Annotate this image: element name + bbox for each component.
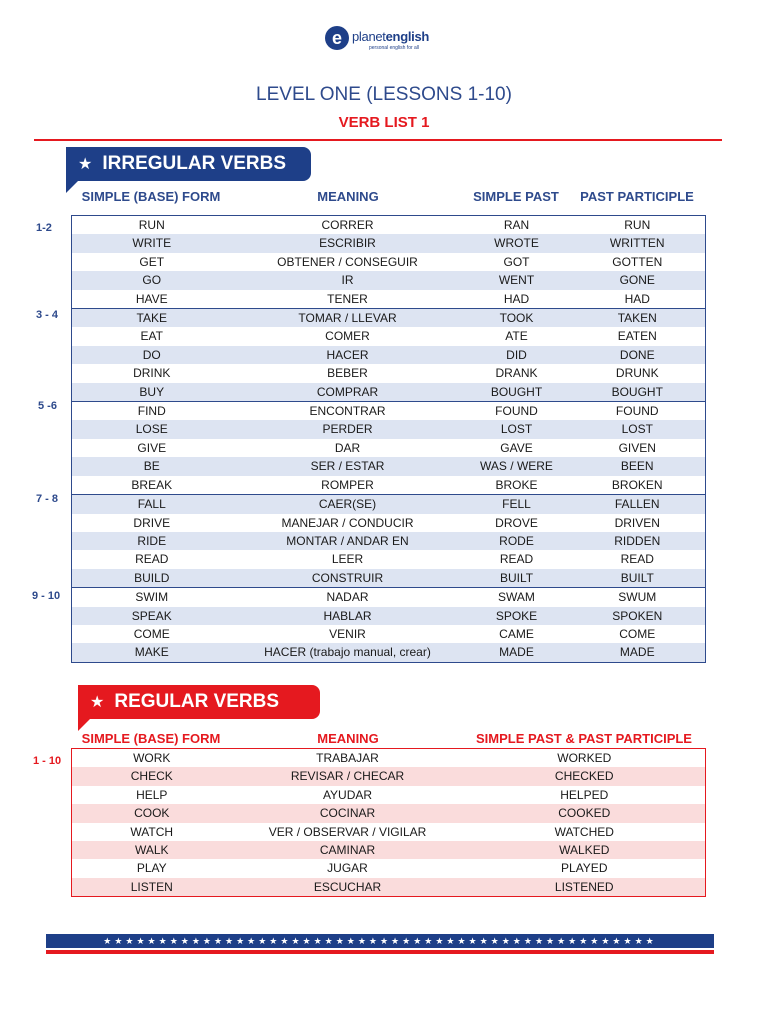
table-row: [72, 767, 706, 785]
table-row: [72, 271, 706, 289]
lesson-label: 1 - 10: [33, 755, 62, 767]
table-cell: DRUNK: [615, 366, 659, 381]
table-cell: HABLAR: [232, 607, 464, 625]
table-cell: WAS / WERE: [464, 457, 570, 475]
table-cell: GOTTEN: [612, 254, 663, 269]
table-cell: RIDE: [72, 532, 232, 550]
table-cell: RODE: [464, 532, 570, 550]
table-cell: TOOK: [464, 309, 570, 328]
table-cell: SWIM: [72, 588, 232, 607]
table-cell: RIDDEN: [570, 532, 706, 550]
table-cell: WATCHED: [554, 824, 614, 839]
star-icon: ★: [78, 156, 93, 173]
regular-col-past: SIMPLE PAST & PAST PARTICIPLE: [476, 731, 692, 746]
table-cell: READ: [620, 552, 654, 567]
header-divider: [34, 139, 722, 141]
table-cell: COME: [133, 626, 170, 641]
table-cell: GIVE: [137, 440, 167, 455]
table-cell: ROMPER: [321, 477, 374, 492]
table-cell: HACER: [232, 346, 464, 364]
table-cell: ATE: [505, 329, 528, 344]
table-cell: BUILT: [464, 569, 570, 588]
table-cell: ESCUCHAR: [232, 878, 464, 897]
table-row: [72, 253, 706, 271]
table-cell: HAD: [503, 291, 530, 306]
table-row: [72, 841, 706, 859]
table-row: [72, 749, 706, 768]
table-cell: VENIR: [329, 626, 366, 641]
table-row: [72, 859, 706, 877]
table-cell: LISTENED: [464, 878, 706, 897]
table-cell: LOST: [464, 420, 570, 438]
footer-red-stripe: [46, 950, 714, 954]
table-cell: WRITE: [72, 234, 232, 252]
regular-verbs-table: [71, 748, 706, 897]
table-row: [72, 495, 706, 514]
table-row: [72, 364, 706, 382]
table-cell: COOKED: [464, 804, 706, 822]
table-cell: PLAY: [136, 861, 167, 876]
logo-mark-icon: e: [325, 26, 349, 50]
table-row: [72, 383, 706, 402]
table-cell: COME: [619, 626, 656, 641]
table-cell: WATCH: [130, 824, 174, 839]
lesson-label: 9 - 10: [32, 590, 61, 602]
table-cell: DO: [72, 346, 232, 364]
page-title: LEVEL ONE (LESSONS 1-10): [256, 84, 512, 105]
logo-tagline: personal english for all: [369, 45, 420, 51]
table-cell: CHECK: [72, 767, 232, 785]
table-row: [72, 804, 706, 822]
table-cell: WALKED: [464, 841, 706, 859]
table-cell: SWUM: [570, 588, 706, 607]
table-row: [72, 514, 706, 532]
table-cell: SPOKEN: [570, 607, 706, 625]
logo-name-bold: english: [385, 29, 430, 44]
table-row: [72, 476, 706, 495]
table-cell: HAD: [624, 291, 650, 306]
irregular-col-meaning: MEANING: [317, 189, 379, 204]
footer-stars-band: ★★★★★★★★★★★★★★★★★★★★★★★★★★★★★★★★★★★★★★★★★★★★★★★★★★: [46, 934, 714, 948]
table-cell: TRABAJAR: [316, 751, 379, 765]
table-row: [72, 439, 706, 457]
table-cell: HELPED: [560, 787, 609, 802]
table-cell: DRIVE: [133, 515, 171, 530]
irregular-verbs-title: IRREGULAR VERBS: [102, 153, 287, 174]
table-cell: MAKE: [72, 643, 232, 662]
table-cell: SWAM: [464, 588, 570, 607]
regular-col-base: SIMPLE (BASE) FORM: [81, 731, 221, 746]
table-cell: DRIVEN: [614, 515, 660, 530]
table-row: [72, 643, 706, 662]
table-row: [72, 532, 706, 550]
table-cell: FOUND: [570, 402, 706, 421]
table-cell: WROTE: [464, 234, 570, 252]
table-cell: RAN: [503, 218, 530, 232]
star-icon: ★: [90, 694, 105, 711]
regular-verbs-title: REGULAR VERBS: [114, 691, 280, 712]
table-row: [72, 309, 706, 328]
table-row: [72, 878, 706, 897]
table-cell: FALL: [72, 495, 232, 514]
table-row: [72, 346, 706, 364]
table-cell: EAT: [140, 329, 163, 344]
table-cell: CAER(SE): [232, 495, 464, 514]
lesson-label: 7 - 8: [36, 493, 59, 505]
table-row: [72, 786, 706, 804]
table-cell: BROKE: [495, 477, 538, 492]
table-cell: FIND: [72, 402, 232, 421]
table-row: [72, 234, 706, 252]
regular-col-meaning: MEANING: [317, 731, 379, 746]
table-cell: NADAR: [232, 588, 464, 607]
lesson-label: 5 -6: [38, 400, 57, 412]
table-cell: JUGAR: [327, 861, 368, 876]
brand-logo: [325, 26, 455, 54]
table-cell: BEBER: [327, 366, 368, 381]
logo-name-light: planet: [352, 29, 386, 44]
table-cell: EATEN: [617, 329, 657, 344]
table-cell: RUN: [138, 218, 165, 232]
irregular-col-past: SIMPLE PAST: [473, 189, 559, 204]
table-cell: CHECKED: [464, 767, 706, 785]
table-cell: LOSE: [72, 420, 232, 438]
table-cell: WORKED: [557, 751, 612, 765]
table-cell: DAR: [334, 440, 361, 455]
table-cell: BREAK: [131, 477, 173, 492]
table-cell: MADE: [464, 643, 570, 662]
table-cell: TAKE: [72, 309, 232, 328]
table-row: [72, 457, 706, 475]
table-cell: BUY: [72, 383, 232, 402]
table-cell: AYUDAR: [322, 787, 373, 802]
table-cell: SPOKE: [464, 607, 570, 625]
table-cell: CORRER: [321, 218, 374, 232]
table-cell: TOMAR / LLEVAR: [232, 309, 464, 328]
table-cell: WENT: [464, 271, 570, 289]
table-cell: WORK: [133, 751, 171, 765]
table-row: [72, 550, 706, 568]
table-cell: CAME: [499, 626, 534, 641]
table-cell: COMPRAR: [232, 383, 464, 402]
irregular-col-base: SIMPLE (BASE) FORM: [81, 189, 221, 204]
table-cell: GIVEN: [618, 440, 656, 455]
table-row: [72, 290, 706, 309]
ribbon-tail: [78, 719, 90, 731]
table-cell: CAMINAR: [232, 841, 464, 859]
table-cell: HELP: [136, 787, 168, 802]
table-cell: BUILD: [72, 569, 232, 588]
table-cell: WRITTEN: [570, 234, 706, 252]
table-row: [72, 588, 706, 607]
table-cell: MONTAR / ANDAR EN: [232, 532, 464, 550]
table-cell: MADE: [570, 643, 706, 662]
table-cell: PERDER: [232, 420, 464, 438]
table-cell: BROKEN: [611, 477, 663, 492]
table-cell: GOT: [503, 254, 530, 269]
table-cell: ESCRIBIR: [232, 234, 464, 252]
table-cell: LEER: [331, 552, 364, 567]
table-row: [72, 420, 706, 438]
table-cell: HAVE: [135, 291, 168, 306]
table-cell: FALLEN: [570, 495, 706, 514]
table-cell: LISTEN: [72, 878, 232, 897]
table-cell: RUN: [624, 218, 651, 232]
table-cell: GONE: [570, 271, 706, 289]
table-cell: LOST: [570, 420, 706, 438]
table-cell: TENER: [327, 291, 368, 306]
table-cell: WALK: [72, 841, 232, 859]
table-row: [72, 569, 706, 588]
table-cell: DRANK: [495, 366, 538, 381]
irregular-col-participle: PAST PARTICIPLE: [580, 189, 694, 204]
regular-verbs-ribbon: [78, 685, 320, 719]
table-cell: PLAYED: [561, 861, 608, 876]
table-cell: DRINK: [133, 366, 171, 381]
table-row: [72, 607, 706, 625]
table-cell: SER / ESTAR: [232, 457, 464, 475]
table-cell: MANEJAR / CONDUCIR: [281, 515, 414, 530]
table-cell: COCINAR: [232, 804, 464, 822]
table-cell: READ: [135, 552, 169, 567]
table-cell: FELL: [464, 495, 570, 514]
table-cell: TAKEN: [570, 309, 706, 328]
table-row: [72, 216, 706, 235]
table-row: [72, 625, 706, 643]
irregular-verbs-ribbon: [66, 147, 311, 181]
table-cell: DID: [464, 346, 570, 364]
table-cell: FOUND: [464, 402, 570, 421]
table-cell: SPEAK: [72, 607, 232, 625]
table-cell: IR: [232, 271, 464, 289]
table-cell: OBTENER / CONSEGUIR: [277, 254, 418, 269]
page-subtitle: VERB LIST 1: [338, 114, 430, 131]
table-cell: BOUGHT: [464, 383, 570, 402]
table-cell: COOK: [72, 804, 232, 822]
table-cell: GO: [72, 271, 232, 289]
table-cell: CONSTRUIR: [232, 569, 464, 588]
table-row: [72, 823, 706, 841]
table-cell: BOUGHT: [570, 383, 706, 402]
table-cell: REVISAR / CHECAR: [232, 767, 464, 785]
logo-wordmark: [352, 29, 429, 44]
table-row: [72, 402, 706, 421]
table-cell: HACER (trabajo manual, crear): [232, 643, 464, 662]
lesson-label: 1-2: [36, 222, 52, 234]
table-cell: GET: [139, 254, 165, 269]
table-cell: DONE: [570, 346, 706, 364]
table-cell: ENCONTRAR: [232, 402, 464, 421]
table-cell: BEEN: [570, 457, 706, 475]
table-cell: READ: [499, 552, 534, 567]
table-cell: COMER: [325, 329, 370, 344]
table-cell: GAVE: [500, 440, 533, 455]
irregular-verbs-table: [71, 215, 706, 663]
table-cell: DROVE: [495, 515, 538, 530]
table-row: [72, 327, 706, 345]
lesson-label: 3 - 4: [36, 309, 59, 321]
table-cell: BE: [72, 457, 232, 475]
table-cell: VER / OBSERVAR / VIGILAR: [268, 824, 427, 839]
table-cell: BUILT: [570, 569, 706, 588]
